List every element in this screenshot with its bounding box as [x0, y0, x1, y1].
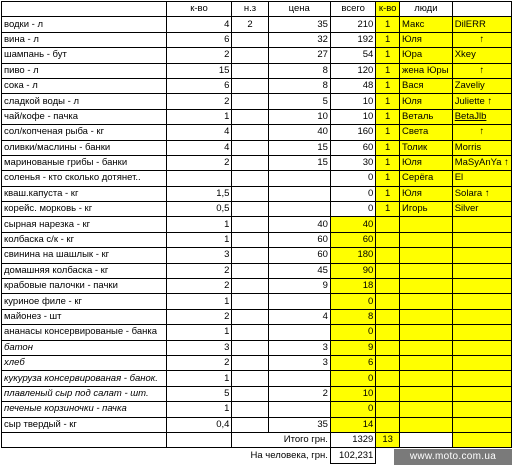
table-row	[2, 402, 512, 417]
qty-cell[interactable]: 2	[166, 94, 232, 109]
price-cell[interactable]: 27	[268, 48, 330, 63]
table-row	[2, 340, 512, 355]
item-cell[interactable]: крабовые палочки - пачки	[2, 279, 167, 294]
person-cell[interactable]: жена Юры	[400, 63, 453, 78]
ns-cell[interactable]	[232, 63, 268, 78]
table-row	[2, 140, 512, 155]
qty2-cell[interactable]	[376, 263, 400, 278]
per-person-label: На человека, грн.	[250, 449, 328, 461]
ns-cell[interactable]	[232, 340, 268, 355]
total-label[interactable]: Итого грн.	[232, 432, 331, 447]
person-cell[interactable]: Юля	[400, 155, 453, 170]
qty2-cell[interactable]	[376, 402, 400, 417]
header-item[interactable]	[2, 2, 167, 17]
qty-cell[interactable]: 0,5	[166, 202, 232, 217]
item-cell[interactable]: вина - л	[2, 32, 167, 47]
person-cell[interactable]	[400, 217, 453, 232]
ns-cell[interactable]	[232, 325, 268, 340]
total-cell[interactable]: 160	[330, 125, 375, 140]
person-cell[interactable]	[400, 355, 453, 370]
person-cell[interactable]	[400, 263, 453, 278]
price-cell[interactable]	[268, 402, 330, 417]
nick-cell[interactable]	[452, 309, 511, 324]
person-cell[interactable]: Вася	[400, 78, 453, 93]
qty2-cell[interactable]	[376, 355, 400, 370]
qty-cell[interactable]: 2	[166, 48, 232, 63]
person-cell[interactable]	[400, 325, 453, 340]
header-people[interactable]: люди	[400, 2, 453, 17]
table-row	[2, 125, 512, 140]
person-cell[interactable]	[400, 309, 453, 324]
total-cell[interactable]: 0	[330, 186, 375, 201]
person-cell[interactable]: Юля	[400, 32, 453, 47]
price-cell[interactable]: 2	[268, 386, 330, 401]
table-row	[2, 294, 512, 309]
nick-cell[interactable]: Silver	[452, 202, 511, 217]
table-row	[2, 32, 512, 47]
table-row	[2, 48, 512, 63]
qty-cell[interactable]: 15	[166, 63, 232, 78]
total-cell[interactable]: 48	[330, 78, 375, 93]
qty2-cell[interactable]: 1	[376, 125, 400, 140]
total-cell[interactable]: 40	[330, 217, 375, 232]
price-cell[interactable]: 60	[268, 248, 330, 263]
person-cell[interactable]: Света	[400, 125, 453, 140]
table-row	[2, 355, 512, 370]
price-cell[interactable]: 40	[268, 125, 330, 140]
item-cell[interactable]: корейс. морковь - кг	[2, 202, 167, 217]
qty-cell[interactable]: 3	[166, 248, 232, 263]
table-row	[2, 248, 512, 263]
person-cell[interactable]	[400, 386, 453, 401]
nick-cell[interactable]	[452, 263, 511, 278]
qty2-cell[interactable]: 1	[376, 155, 400, 170]
person-cell[interactable]: Игорь	[400, 202, 453, 217]
item-cell[interactable]: свинина на шашлык - кг	[2, 248, 167, 263]
person-cell[interactable]: Макс	[400, 17, 453, 32]
empty-cell[interactable]	[166, 432, 232, 447]
item-cell[interactable]: сыр твердый - кг	[2, 417, 167, 432]
total-cell[interactable]: 0	[330, 402, 375, 417]
ns-cell[interactable]	[232, 371, 268, 386]
qty-cell[interactable]: 2	[166, 355, 232, 370]
person-cell[interactable]	[400, 371, 453, 386]
empty-cell[interactable]	[452, 432, 511, 447]
qty-cell[interactable]: 3	[166, 340, 232, 355]
empty-cell	[2, 448, 167, 463]
ns-cell[interactable]	[232, 171, 268, 186]
person-cell[interactable]	[400, 402, 453, 417]
qty2-cell[interactable]	[376, 294, 400, 309]
qty2-cell[interactable]: 1	[376, 202, 400, 217]
person-cell[interactable]	[400, 279, 453, 294]
header-qty[interactable]: к-во	[166, 2, 232, 17]
person-cell[interactable]: Юра	[400, 48, 453, 63]
person-cell[interactable]: Юля	[400, 186, 453, 201]
table-row	[2, 417, 512, 432]
item-cell[interactable]: сладкой воды - л	[2, 94, 167, 109]
qty2-cell[interactable]: 1	[376, 109, 400, 124]
ns-cell[interactable]	[232, 402, 268, 417]
nick-cell[interactable]: Solara ↑	[452, 186, 511, 201]
qty-cell[interactable]: 1,5	[166, 186, 232, 201]
qty2-cell[interactable]: 1	[376, 78, 400, 93]
nick-cell[interactable]: ↑	[452, 32, 511, 47]
ns-cell[interactable]	[232, 217, 268, 232]
qty2-cell[interactable]	[376, 232, 400, 247]
header-total[interactable]: всего	[330, 2, 375, 17]
nick-cell[interactable]	[452, 232, 511, 247]
qty-cell[interactable]: 6	[166, 32, 232, 47]
total-cell[interactable]: 14	[330, 417, 375, 432]
qty2-cell[interactable]	[376, 340, 400, 355]
item-cell[interactable]: батон	[2, 340, 167, 355]
total-cell[interactable]: 0	[330, 202, 375, 217]
qty-cell[interactable]: 2	[166, 263, 232, 278]
table-row	[2, 263, 512, 278]
item-cell[interactable]: соленья - кто сколько дотянет..	[2, 171, 167, 186]
ns-cell[interactable]	[232, 78, 268, 93]
item-cell[interactable]: кукуруза консервированая - банок.	[2, 371, 167, 386]
table-row	[2, 371, 512, 386]
nick-cell[interactable]	[452, 386, 511, 401]
person-cell[interactable]: Веталь	[400, 109, 453, 124]
table-row	[2, 109, 512, 124]
ns-cell[interactable]	[232, 417, 268, 432]
grand-total-value[interactable]: 1329	[330, 432, 375, 447]
person-cell[interactable]	[400, 232, 453, 247]
item-cell[interactable]: майонез - шт	[2, 309, 167, 324]
ns-cell[interactable]	[232, 309, 268, 324]
qty-cell[interactable]: 4	[166, 125, 232, 140]
person-cell[interactable]	[400, 417, 453, 432]
item-cell[interactable]: колбаска с/к - кг	[2, 232, 167, 247]
person-cell[interactable]	[400, 294, 453, 309]
qty2-cell[interactable]: 1	[376, 171, 400, 186]
header-qty2[interactable]: к-во	[376, 2, 400, 17]
item-cell[interactable]: сока - л	[2, 78, 167, 93]
total-cell[interactable]: 8	[330, 309, 375, 324]
nick-cell[interactable]: MaSyAnYa ↑	[452, 155, 511, 170]
total-cell[interactable]: 0	[330, 171, 375, 186]
total-cell[interactable]: 192	[330, 32, 375, 47]
price-cell[interactable]: 3	[268, 355, 330, 370]
qty2-cell[interactable]	[376, 248, 400, 263]
total-cell[interactable]: 10	[330, 94, 375, 109]
total-cell[interactable]: 0	[330, 371, 375, 386]
price-cell[interactable]: 15	[268, 140, 330, 155]
nick-cell[interactable]	[452, 294, 511, 309]
price-cell[interactable]: 35	[268, 17, 330, 32]
qty-cell[interactable]: 1	[166, 294, 232, 309]
nick-cell[interactable]	[452, 355, 511, 370]
ns-cell[interactable]	[232, 248, 268, 263]
total-cell[interactable]: 9	[330, 340, 375, 355]
qty2-cell[interactable]: 1	[376, 63, 400, 78]
table-row	[2, 78, 512, 93]
qty-cell[interactable]: 5	[166, 386, 232, 401]
table-row	[2, 17, 512, 32]
qty2-cell[interactable]: 1	[376, 186, 400, 201]
qty2-cell[interactable]	[376, 217, 400, 232]
nick-cell[interactable]: Morris	[452, 140, 511, 155]
total-cell[interactable]: 0	[330, 325, 375, 340]
ns-cell[interactable]	[232, 279, 268, 294]
item-cell[interactable]: маринованые грибы - банки	[2, 155, 167, 170]
nick-cell[interactable]: Juliette ↑	[452, 94, 511, 109]
summary-row-total	[2, 432, 512, 447]
total-cell[interactable]: 18	[330, 279, 375, 294]
qty2-cell[interactable]: 1	[376, 48, 400, 63]
table-row	[2, 279, 512, 294]
qty2-cell[interactable]	[376, 371, 400, 386]
nick-cell[interactable]: DilERR	[452, 17, 511, 32]
total-cell[interactable]: 60	[330, 232, 375, 247]
nick-cell[interactable]	[452, 371, 511, 386]
qty-cell[interactable]: 0,4	[166, 417, 232, 432]
total-cell[interactable]: 210	[330, 17, 375, 32]
ns-cell[interactable]	[232, 94, 268, 109]
total-cell[interactable]: 90	[330, 263, 375, 278]
ns-cell[interactable]	[232, 125, 268, 140]
item-cell[interactable]: шампань - бут	[2, 48, 167, 63]
header-ns[interactable]: н.з	[232, 2, 268, 17]
qty-cell[interactable]: 4	[166, 140, 232, 155]
price-cell[interactable]: 35	[268, 417, 330, 432]
table-row	[2, 217, 512, 232]
price-cell[interactable]: 5	[268, 94, 330, 109]
price-cell[interactable]	[268, 371, 330, 386]
qty-cell[interactable]: 1	[166, 109, 232, 124]
item-cell[interactable]: оливки/маслины - банки	[2, 140, 167, 155]
qty2-cell[interactable]	[376, 386, 400, 401]
nick-cell[interactable]	[452, 402, 511, 417]
total-cell[interactable]: 180	[330, 248, 375, 263]
price-cell[interactable]: 60	[268, 232, 330, 247]
price-cell[interactable]: 10	[268, 109, 330, 124]
nick-cell[interactable]: BetaJlb	[452, 109, 511, 124]
price-cell[interactable]: 8	[268, 63, 330, 78]
item-cell[interactable]: домашняя колбаска - кг	[2, 263, 167, 278]
nick-cell[interactable]	[452, 279, 511, 294]
qty-cell[interactable]: 2	[166, 309, 232, 324]
total-cell[interactable]: 60	[330, 140, 375, 155]
ns-cell[interactable]	[232, 48, 268, 63]
item-cell[interactable]: водки - л	[2, 17, 167, 32]
qty-cell[interactable]: 2	[166, 279, 232, 294]
qty-cell[interactable]: 1	[166, 325, 232, 340]
price-cell[interactable]: 32	[268, 32, 330, 47]
ns-cell[interactable]	[232, 294, 268, 309]
table-row	[2, 94, 512, 109]
table-row	[2, 386, 512, 401]
nick-cell[interactable]: Xkey	[452, 48, 511, 63]
qty-cell[interactable]	[166, 171, 232, 186]
item-cell[interactable]: печеные корзиночки - пачка	[2, 402, 167, 417]
item-cell[interactable]: сол/копченая рыба - кг	[2, 125, 167, 140]
price-cell[interactable]	[268, 294, 330, 309]
item-cell[interactable]: хлеб	[2, 355, 167, 370]
qty2-cell[interactable]	[376, 309, 400, 324]
site-watermark: www.moto.com.ua	[394, 449, 512, 465]
person-cell[interactable]: Серёга	[400, 171, 453, 186]
empty-cell[interactable]	[400, 432, 453, 447]
ns-cell[interactable]	[232, 386, 268, 401]
ns-cell[interactable]: 2	[232, 17, 268, 32]
table-row	[2, 171, 512, 186]
ns-cell[interactable]	[232, 109, 268, 124]
table-row	[2, 155, 512, 170]
nick-cell[interactable]: El	[452, 171, 511, 186]
nick-cell[interactable]	[452, 417, 511, 432]
qty2-cell[interactable]: 1	[376, 94, 400, 109]
nick-cell[interactable]: ↑	[452, 125, 511, 140]
person-cell[interactable]: Юля	[400, 94, 453, 109]
nick-cell[interactable]: Zaveliy	[452, 78, 511, 93]
qty-cell[interactable]: 1	[166, 371, 232, 386]
ns-cell[interactable]	[232, 355, 268, 370]
price-cell[interactable]: 40	[268, 217, 330, 232]
price-cell[interactable]: 9	[268, 279, 330, 294]
nick-cell[interactable]: ↑	[452, 63, 511, 78]
person-cell[interactable]	[400, 340, 453, 355]
price-cell[interactable]: 45	[268, 263, 330, 278]
qty2-cell[interactable]	[376, 417, 400, 432]
ns-cell[interactable]	[232, 263, 268, 278]
total-cell[interactable]: 10	[330, 109, 375, 124]
header-extra[interactable]	[452, 2, 511, 17]
total-cell[interactable]: 0	[330, 294, 375, 309]
header-price[interactable]: цена	[268, 2, 330, 17]
qty-cell[interactable]: 1	[166, 402, 232, 417]
qty-cell[interactable]: 2	[166, 155, 232, 170]
table-row	[2, 202, 512, 217]
people-count-value[interactable]: 13	[376, 432, 400, 447]
price-cell[interactable]	[268, 325, 330, 340]
total-cell[interactable]: 120	[330, 63, 375, 78]
qty2-cell[interactable]	[376, 279, 400, 294]
item-cell[interactable]: чай/кофе - пачка	[2, 109, 167, 124]
total-cell[interactable]: 30	[330, 155, 375, 170]
qty2-cell[interactable]: 1	[376, 140, 400, 155]
total-cell[interactable]: 54	[330, 48, 375, 63]
table-row	[2, 325, 512, 340]
total-cell[interactable]: 6	[330, 355, 375, 370]
item-cell[interactable]: ананасы консервированые - банка	[2, 325, 167, 340]
price-cell[interactable]: 8	[268, 78, 330, 93]
ns-cell[interactable]	[232, 32, 268, 47]
ns-cell[interactable]	[232, 186, 268, 201]
total-cell[interactable]: 10	[330, 386, 375, 401]
qty2-cell[interactable]: 1	[376, 32, 400, 47]
table-row	[2, 232, 512, 247]
table-row	[2, 63, 512, 78]
item-cell[interactable]: плавленый сыр под салат - шт.	[2, 386, 167, 401]
price-cell[interactable]	[268, 171, 330, 186]
spreadsheet-table	[1, 1, 512, 464]
nick-cell[interactable]	[452, 248, 511, 263]
empty-cell[interactable]	[2, 432, 167, 447]
qty2-cell[interactable]: 1	[376, 17, 400, 32]
qty-cell[interactable]: 1	[166, 217, 232, 232]
qty-cell[interactable]: 4	[166, 17, 232, 32]
price-cell[interactable]: 4	[268, 309, 330, 324]
table-row	[2, 186, 512, 201]
ns-cell[interactable]	[232, 202, 268, 217]
price-cell[interactable]: 3	[268, 340, 330, 355]
item-cell[interactable]: кваш.капуста - кг	[2, 186, 167, 201]
price-cell[interactable]	[268, 186, 330, 201]
nick-cell[interactable]	[452, 325, 511, 340]
ns-cell[interactable]	[232, 140, 268, 155]
qty-cell[interactable]: 6	[166, 78, 232, 93]
header-row	[2, 2, 512, 17]
table-row	[2, 309, 512, 324]
price-cell[interactable]	[268, 202, 330, 217]
nick-cell[interactable]	[452, 217, 511, 232]
item-cell[interactable]: сырная нарезка - кг	[2, 217, 167, 232]
qty-cell[interactable]: 1	[166, 232, 232, 247]
ns-cell[interactable]	[232, 232, 268, 247]
item-cell[interactable]: пиво - л	[2, 63, 167, 78]
per-person-value[interactable]: 102,231	[330, 448, 375, 463]
item-cell[interactable]: куриное филе - кг	[2, 294, 167, 309]
qty2-cell[interactable]	[376, 325, 400, 340]
person-cell[interactable]: Толик	[400, 140, 453, 155]
ns-cell[interactable]	[232, 155, 268, 170]
nick-cell[interactable]	[452, 340, 511, 355]
price-cell[interactable]: 15	[268, 155, 330, 170]
person-cell[interactable]	[400, 248, 453, 263]
